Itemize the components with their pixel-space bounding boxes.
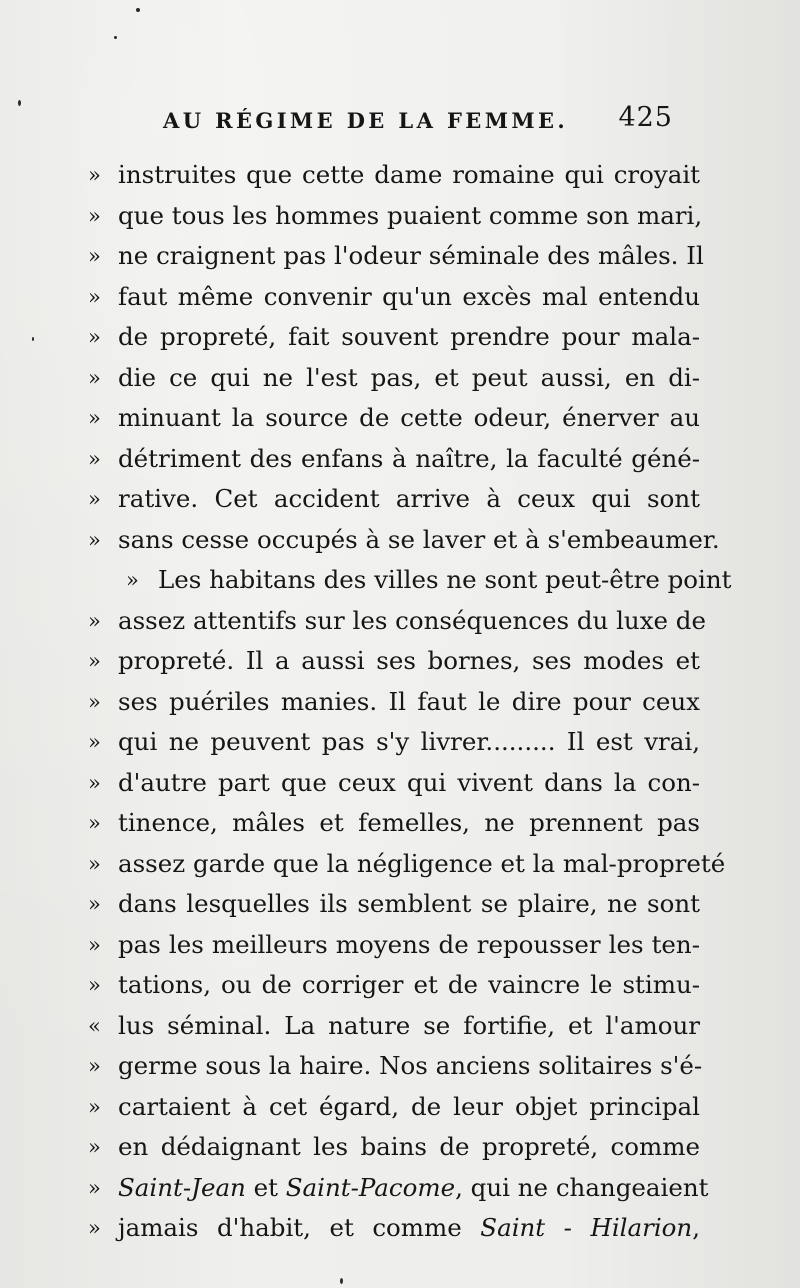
quote-mark: » [88, 244, 101, 268]
text-line [88, 1127, 700, 1168]
line-text: assez attentifs sur les conséquences du luxe de [118, 605, 706, 635]
line-text: Les habitans des villes ne sont peut-être point [158, 565, 732, 594]
line-text [118, 1208, 700, 1249]
quote-mark: » [88, 851, 101, 876]
quote-mark: » [88, 1054, 101, 1078]
line-text: die ce qui ne l'est pas, et peut aussi, en di- [118, 362, 700, 392]
line-text: de propreté, fait souvent prendre pour mala- [118, 322, 700, 351]
text-line [88, 1168, 709, 1209]
line-text: faut même convenir qu'un excès mal entendu [118, 281, 700, 311]
ink-speck [32, 337, 34, 341]
quote-mark: » [88, 892, 101, 916]
line-text: cartaient à cet égard, de leur objet principal [118, 1091, 700, 1121]
ink-speck [136, 8, 140, 12]
quote-mark: » [88, 770, 101, 795]
text-line [88, 722, 700, 763]
quote-mark: » [88, 406, 101, 430]
line-text: rative. Cet accident arrive à ceux qui sont [118, 484, 700, 513]
saint-name: Saint-Jean [118, 1172, 246, 1202]
line-text [118, 1168, 709, 1209]
body-text [88, 155, 732, 1249]
quote-mark: » [88, 365, 101, 390]
line-text: ses puériles manies. Il faut le dire pour ceux [118, 686, 700, 716]
line-text: ne craignent pas l'odeur séminale des mâles. Il [118, 241, 704, 270]
line-text: minuant la source de cette odeur, énerver au [118, 403, 700, 432]
quote-mark: » [88, 811, 101, 835]
line-text: assez garde que la négligence et la mal-propreté [118, 848, 726, 878]
page-header [163, 104, 673, 138]
line-text: dans lesquelles ils semblent se plaire, ne sont [118, 889, 700, 918]
saint-name: Saint-Pacome [285, 1172, 456, 1202]
quote-mark: » [88, 163, 101, 187]
line-text: propreté. Il a aussi ses bornes, ses modes et [118, 646, 700, 675]
text-line [88, 479, 700, 520]
text-line [88, 1208, 700, 1249]
quote-mark: » [88, 608, 101, 633]
line-text: tations, ou de corriger et de vaincre le stimu- [118, 970, 700, 999]
text-line [88, 520, 720, 561]
line-text: germe sous la haire. Nos anciens solitaires s'é- [118, 1051, 703, 1080]
text-line [88, 925, 700, 966]
quote-mark: » [88, 203, 101, 228]
text-line [88, 439, 700, 480]
text-line [88, 317, 700, 358]
line-text: détriment des enfans à naître, la faculté géné- [118, 443, 700, 473]
quote-mark: « [88, 1013, 101, 1038]
page-number: 425 [618, 102, 673, 133]
text-line [88, 358, 700, 399]
quote-mark: » [88, 1216, 101, 1240]
line-text: sans cesse occupés à se laver et à s'embeaumer. [118, 524, 720, 554]
text-line [88, 682, 700, 723]
text-line [88, 1087, 700, 1128]
quote-mark: » [88, 487, 101, 511]
line-text: que tous les hommes puaient comme son mari, [118, 200, 703, 230]
quote-mark: » [88, 1175, 101, 1200]
quote-mark: » [126, 568, 139, 592]
text-line [88, 763, 700, 804]
text-line [88, 601, 706, 642]
line-text-part: , qui ne changeaient [455, 1172, 709, 1202]
text-line [88, 1046, 703, 1087]
text-line [88, 803, 700, 844]
quote-mark: » [88, 932, 101, 957]
quote-mark: » [88, 730, 101, 754]
quote-mark: » [88, 284, 101, 309]
line-text-part: et [245, 1172, 286, 1202]
ink-speck [340, 1278, 343, 1284]
quote-mark: » [88, 1094, 101, 1119]
text-line [88, 884, 700, 925]
ink-speck [114, 36, 117, 39]
line-text: qui ne peuvent pas s'y livrer......... Il est vrai, [118, 727, 700, 756]
text-line [88, 277, 700, 318]
text-line [88, 236, 704, 277]
text-line [88, 965, 700, 1006]
line-text-part: jamais d'habit, et comme [118, 1213, 481, 1242]
quote-mark: » [88, 325, 101, 349]
text-line [88, 155, 700, 196]
text-line [88, 1006, 700, 1047]
line-text: en dédaignant les bains de propreté, comme [118, 1132, 700, 1161]
line-text: lus séminal. La nature se fortifie, et l'amour [118, 1010, 700, 1040]
text-line-paragraph-start [88, 560, 732, 601]
ink-speck [18, 100, 21, 106]
line-text: instruites que cette dame romaine qui croyait [118, 160, 700, 189]
line-text: tinence, mâles et femelles, ne prennent pas [118, 808, 700, 837]
text-line [88, 844, 726, 885]
text-line [88, 196, 703, 237]
line-text: d'autre part que ceux qui vivent dans la con- [118, 767, 700, 797]
quote-mark: » [88, 973, 101, 997]
text-line [88, 641, 700, 682]
quote-mark: » [88, 446, 101, 471]
quote-mark: » [88, 689, 101, 714]
quote-mark: » [88, 1135, 101, 1159]
quote-mark: » [88, 527, 101, 552]
quote-mark: » [88, 649, 101, 673]
line-text: pas les meilleurs moyens de repousser les ten- [118, 929, 700, 959]
line-text-part: , [692, 1213, 700, 1242]
text-line [88, 398, 700, 439]
saint-name: Saint - Hilarion [480, 1213, 693, 1242]
running-title: AU RÉGIME DE LA FEMME. [163, 108, 569, 133]
